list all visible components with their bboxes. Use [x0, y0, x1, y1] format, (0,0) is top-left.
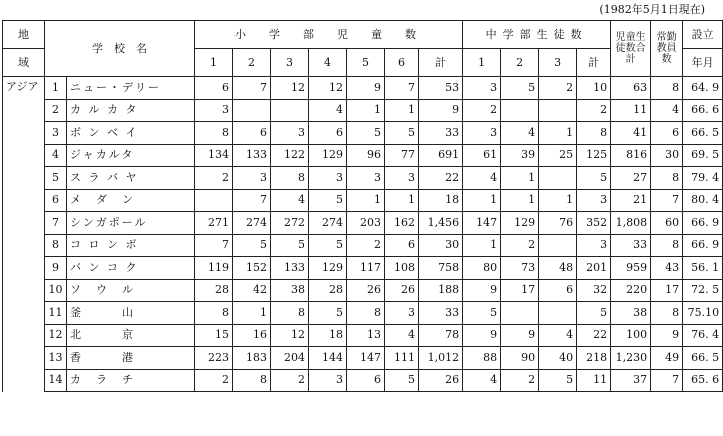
- elem-grade-2: 2: [233, 49, 271, 77]
- jr-grade-cell: 90: [501, 347, 539, 370]
- elem-grade-1: 1: [195, 49, 233, 77]
- elem-grade-3: 3: [271, 49, 309, 77]
- elem-grade-cell: 4: [385, 324, 419, 347]
- jr-total: 計: [577, 49, 611, 77]
- table-row: [3, 234, 723, 257]
- elem-grade-cell: 3: [233, 167, 271, 190]
- elem-grade-cell: 12: [271, 324, 309, 347]
- jr-grade-cell: [539, 99, 577, 122]
- elem-grade-cell: 12: [309, 77, 347, 100]
- row-number: 8: [45, 234, 67, 257]
- school-name: ジャカルタ: [67, 144, 195, 167]
- row-number: 3: [45, 122, 67, 145]
- founded-cell: 64. 9: [683, 77, 723, 100]
- elem-grade-cell: 183: [233, 347, 271, 370]
- elem-grade-cell: 12: [271, 77, 309, 100]
- elem-total-cell: 78: [419, 324, 463, 347]
- elem-grade-cell: 2: [347, 234, 385, 257]
- total-students-cell: 41: [611, 122, 651, 145]
- elem-total-cell: 33: [419, 122, 463, 145]
- elem-grade-cell: 8: [347, 302, 385, 325]
- teachers-cell: 49: [651, 347, 683, 370]
- school-statistics-table: [2, 20, 723, 392]
- elem-grade-cell: 162: [385, 212, 419, 235]
- elem-grade-cell: 274: [233, 212, 271, 235]
- jr-grade-cell: 9: [501, 324, 539, 347]
- table-row: [3, 257, 723, 280]
- elem-grade-cell: 108: [385, 257, 419, 280]
- teachers-cell: 8: [651, 77, 683, 100]
- junior-header: 中学部生徒数: [463, 21, 611, 49]
- elem-grade-cell: 5: [309, 234, 347, 257]
- elem-grade-cell: 134: [195, 144, 233, 167]
- jr-grade-cell: 147: [463, 212, 501, 235]
- elem-grade-cell: [271, 99, 309, 122]
- elem-total-cell: 18: [419, 189, 463, 212]
- table-row: [3, 302, 723, 325]
- elem-grade-cell: 5: [385, 369, 419, 392]
- table-row: [3, 212, 723, 235]
- jr-grade-cell: [501, 99, 539, 122]
- total-students-cell: 38: [611, 302, 651, 325]
- elem-grade-cell: 5: [385, 122, 419, 145]
- jr-grade-3: 3: [539, 49, 577, 77]
- elem-total-cell: 30: [419, 234, 463, 257]
- row-number: 5: [45, 167, 67, 190]
- elem-grade-cell: 3: [385, 302, 419, 325]
- elem-grade-cell: 3: [271, 122, 309, 145]
- founded-cell: 66. 5: [683, 122, 723, 145]
- elem-grade-cell: 129: [309, 257, 347, 280]
- teachers-cell: 30: [651, 144, 683, 167]
- teachers-cell: 9: [651, 324, 683, 347]
- elem-total-cell: 9: [419, 99, 463, 122]
- jr-grade-cell: 88: [463, 347, 501, 370]
- jr-grade-cell: 1: [539, 122, 577, 145]
- teachers-cell: 6: [651, 122, 683, 145]
- school-name: ス ラ バ ヤ: [67, 167, 195, 190]
- elem-grade-cell: [233, 99, 271, 122]
- table-row: [3, 189, 723, 212]
- founded-cell: 66. 9: [683, 234, 723, 257]
- founded-cell: 79. 4: [683, 167, 723, 190]
- founded-cell: 80. 4: [683, 189, 723, 212]
- elem-grade-cell: 133: [233, 144, 271, 167]
- elem-total-cell: 53: [419, 77, 463, 100]
- jr-grade-cell: 3: [463, 77, 501, 100]
- elem-grade-cell: 96: [347, 144, 385, 167]
- jr-grade-cell: 5: [501, 77, 539, 100]
- table-row: [3, 369, 723, 392]
- founded-header-bottom: 年月: [683, 49, 723, 77]
- table-row: [3, 122, 723, 145]
- jr-grade-cell: 25: [539, 144, 577, 167]
- elem-grade-cell: 77: [385, 144, 419, 167]
- elem-grade-cell: 13: [347, 324, 385, 347]
- row-number: 9: [45, 257, 67, 280]
- elem-grade-cell: 147: [347, 347, 385, 370]
- elem-grade-cell: 129: [309, 144, 347, 167]
- school-name: バ ン コ ク: [67, 257, 195, 280]
- jr-grade-cell: 73: [501, 257, 539, 280]
- total-students-header: 児童生徒数合計: [611, 21, 651, 77]
- jr-total-cell: 5: [577, 302, 611, 325]
- table-row: [3, 167, 723, 190]
- elem-grade-cell: 28: [195, 279, 233, 302]
- teachers-cell: 43: [651, 257, 683, 280]
- elem-grade-cell: 3: [309, 167, 347, 190]
- elem-grade-cell: 152: [233, 257, 271, 280]
- school-name: カ ラ チ: [67, 369, 195, 392]
- elem-grade-cell: 272: [271, 212, 309, 235]
- jr-grade-cell: 2: [501, 369, 539, 392]
- elem-total: 計: [419, 49, 463, 77]
- elem-grade-5: 5: [347, 49, 385, 77]
- founded-cell: 65. 6: [683, 369, 723, 392]
- elem-grade-cell: 223: [195, 347, 233, 370]
- elem-grade-cell: 133: [271, 257, 309, 280]
- jr-grade-1: 1: [463, 49, 501, 77]
- elem-grade-cell: 7: [233, 189, 271, 212]
- elem-grade-cell: 3: [309, 369, 347, 392]
- row-number: 1: [45, 77, 67, 100]
- elem-grade-cell: 5: [309, 189, 347, 212]
- founded-cell: 72. 5: [683, 279, 723, 302]
- row-number: 14: [45, 369, 67, 392]
- elem-grade-cell: 38: [271, 279, 309, 302]
- elem-grade-cell: 2: [195, 167, 233, 190]
- jr-grade-cell: 61: [463, 144, 501, 167]
- jr-grade-cell: 4: [463, 167, 501, 190]
- total-students-cell: 1,808: [611, 212, 651, 235]
- founded-cell: 69. 5: [683, 144, 723, 167]
- elem-grade-cell: 3: [385, 167, 419, 190]
- jr-total-cell: 5: [577, 167, 611, 190]
- elem-grade-cell: 119: [195, 257, 233, 280]
- founded-cell: 75.10: [683, 302, 723, 325]
- row-number: 6: [45, 189, 67, 212]
- jr-grade-cell: 48: [539, 257, 577, 280]
- row-number: 7: [45, 212, 67, 235]
- jr-grade-cell: 129: [501, 212, 539, 235]
- elem-grade-cell: 18: [309, 324, 347, 347]
- jr-total-cell: 3: [577, 234, 611, 257]
- table-row: [3, 324, 723, 347]
- elem-grade-cell: 7: [233, 77, 271, 100]
- jr-grade-cell: 4: [463, 369, 501, 392]
- region-header: 地: [3, 21, 45, 49]
- jr-grade-cell: 80: [463, 257, 501, 280]
- jr-grade-cell: 5: [463, 302, 501, 325]
- row-number: 12: [45, 324, 67, 347]
- jr-grade-cell: [539, 167, 577, 190]
- jr-grade-cell: 1: [539, 189, 577, 212]
- school-name: 北 京: [67, 324, 195, 347]
- jr-grade-2: 2: [501, 49, 539, 77]
- school-name: シンガポール: [67, 212, 195, 235]
- elem-total-cell: 758: [419, 257, 463, 280]
- elem-total-cell: 22: [419, 167, 463, 190]
- total-students-cell: 220: [611, 279, 651, 302]
- total-students-cell: 63: [611, 77, 651, 100]
- school-name: ボ ン ベ イ: [67, 122, 195, 145]
- total-students-cell: 1,230: [611, 347, 651, 370]
- elem-grade-cell: 8: [195, 302, 233, 325]
- founded-cell: 66. 9: [683, 212, 723, 235]
- elem-total-cell: 1,456: [419, 212, 463, 235]
- elem-grade-cell: 4: [271, 189, 309, 212]
- table-row: [3, 347, 723, 370]
- school-name: ニュー・デリー: [67, 77, 195, 100]
- teachers-cell: 17: [651, 279, 683, 302]
- founded-header: 設立: [683, 21, 723, 49]
- school-name: コ ロ ン ボ: [67, 234, 195, 257]
- jr-total-cell: 352: [577, 212, 611, 235]
- total-students-cell: 27: [611, 167, 651, 190]
- elem-grade-cell: 4: [309, 99, 347, 122]
- jr-grade-cell: 2: [501, 234, 539, 257]
- elem-grade-cell: 8: [271, 302, 309, 325]
- elem-grade-cell: 1: [385, 99, 419, 122]
- jr-grade-cell: 2: [539, 77, 577, 100]
- elem-grade-cell: 1: [233, 302, 271, 325]
- jr-total-cell: 2: [577, 99, 611, 122]
- elem-total-cell: 33: [419, 302, 463, 325]
- elem-grade-cell: 5: [233, 234, 271, 257]
- table-row: [3, 77, 723, 100]
- elem-grade-4: 4: [309, 49, 347, 77]
- teachers-cell: 8: [651, 167, 683, 190]
- elem-grade-cell: 8: [195, 122, 233, 145]
- row-number: 4: [45, 144, 67, 167]
- elem-grade-cell: 3: [195, 99, 233, 122]
- school-name-header: 学 校 名: [45, 21, 195, 77]
- jr-grade-cell: [539, 234, 577, 257]
- table-body: [3, 77, 723, 392]
- jr-grade-cell: 1: [501, 189, 539, 212]
- row-number: 11: [45, 302, 67, 325]
- elem-grade-6: 6: [385, 49, 419, 77]
- teachers-cell: 7: [651, 189, 683, 212]
- jr-grade-cell: [539, 302, 577, 325]
- elem-grade-cell: 2: [271, 369, 309, 392]
- jr-total-cell: 10: [577, 77, 611, 100]
- elem-grade-cell: 8: [233, 369, 271, 392]
- elem-grade-cell: 5: [271, 234, 309, 257]
- elem-total-cell: 691: [419, 144, 463, 167]
- elem-grade-cell: 3: [347, 167, 385, 190]
- teachers-cell: 8: [651, 234, 683, 257]
- school-name: 香 港: [67, 347, 195, 370]
- teachers-cell: 7: [651, 369, 683, 392]
- elem-grade-cell: 6: [385, 234, 419, 257]
- teachers-cell: 8: [651, 302, 683, 325]
- founded-cell: 66. 5: [683, 347, 723, 370]
- elem-grade-cell: 6: [233, 122, 271, 145]
- elem-grade-cell: 274: [309, 212, 347, 235]
- jr-grade-cell: 17: [501, 279, 539, 302]
- jr-grade-cell: 76: [539, 212, 577, 235]
- elem-grade-cell: 5: [347, 122, 385, 145]
- jr-total-cell: 3: [577, 189, 611, 212]
- elem-grade-cell: 144: [309, 347, 347, 370]
- table-row: [3, 144, 723, 167]
- elem-grade-cell: 1: [385, 189, 419, 212]
- jr-total-cell: 11: [577, 369, 611, 392]
- total-students-cell: 33: [611, 234, 651, 257]
- elem-grade-cell: 16: [233, 324, 271, 347]
- elem-grade-cell: 42: [233, 279, 271, 302]
- total-students-cell: 37: [611, 369, 651, 392]
- jr-total-cell: 218: [577, 347, 611, 370]
- elem-grade-cell: 15: [195, 324, 233, 347]
- jr-grade-cell: 4: [539, 324, 577, 347]
- date-note: (1982年5月1日現在): [599, 3, 705, 16]
- row-number: 13: [45, 347, 67, 370]
- jr-grade-cell: 1: [463, 234, 501, 257]
- jr-total-cell: 201: [577, 257, 611, 280]
- elem-grade-cell: 7: [195, 234, 233, 257]
- elem-grade-cell: 117: [347, 257, 385, 280]
- elem-grade-cell: 26: [347, 279, 385, 302]
- founded-cell: 66. 6: [683, 99, 723, 122]
- total-students-cell: 100: [611, 324, 651, 347]
- region-header-bottom: 域: [3, 49, 45, 77]
- region-cell: アジア: [3, 77, 45, 392]
- jr-total-cell: 125: [577, 144, 611, 167]
- teachers-cell: 60: [651, 212, 683, 235]
- jr-grade-cell: 40: [539, 347, 577, 370]
- elem-grade-cell: 122: [271, 144, 309, 167]
- jr-total-cell: 32: [577, 279, 611, 302]
- school-name: カ ル カ タ: [67, 99, 195, 122]
- elem-total-cell: 188: [419, 279, 463, 302]
- elem-grade-cell: 1: [347, 189, 385, 212]
- jr-grade-cell: 4: [501, 122, 539, 145]
- elem-grade-cell: 203: [347, 212, 385, 235]
- elem-grade-cell: 111: [385, 347, 419, 370]
- elem-grade-cell: 8: [271, 167, 309, 190]
- elementary-header: 小 学 部 児 童 数: [195, 21, 463, 49]
- table-row: [3, 99, 723, 122]
- elem-grade-cell: 2: [195, 369, 233, 392]
- total-students-cell: 816: [611, 144, 651, 167]
- row-number: 2: [45, 99, 67, 122]
- elem-grade-cell: 271: [195, 212, 233, 235]
- elem-grade-cell: [195, 189, 233, 212]
- jr-grade-cell: [501, 302, 539, 325]
- elem-grade-cell: 26: [385, 279, 419, 302]
- elem-grade-cell: 6: [309, 122, 347, 145]
- elem-grade-cell: 5: [309, 302, 347, 325]
- jr-grade-cell: 9: [463, 279, 501, 302]
- elem-grade-cell: 6: [347, 369, 385, 392]
- jr-grade-cell: 1: [463, 189, 501, 212]
- elem-grade-cell: 6: [195, 77, 233, 100]
- elem-grade-cell: 28: [309, 279, 347, 302]
- row-number: 10: [45, 279, 67, 302]
- elem-grade-cell: 9: [347, 77, 385, 100]
- school-name: メ ダ ン: [67, 189, 195, 212]
- school-name: ソ ウ ル: [67, 279, 195, 302]
- jr-grade-cell: 3: [463, 122, 501, 145]
- jr-total-cell: 8: [577, 122, 611, 145]
- founded-cell: 56. 1: [683, 257, 723, 280]
- elem-total-cell: 26: [419, 369, 463, 392]
- total-students-cell: 21: [611, 189, 651, 212]
- elem-grade-cell: 7: [385, 77, 419, 100]
- elem-total-cell: 1,012: [419, 347, 463, 370]
- jr-grade-cell: 6: [539, 279, 577, 302]
- school-name: 釜 山: [67, 302, 195, 325]
- table-row: [3, 279, 723, 302]
- jr-grade-cell: 1: [501, 167, 539, 190]
- jr-grade-cell: 9: [463, 324, 501, 347]
- elem-grade-cell: 204: [271, 347, 309, 370]
- teachers-cell: 4: [651, 99, 683, 122]
- jr-grade-cell: 2: [463, 99, 501, 122]
- founded-cell: 76. 4: [683, 324, 723, 347]
- jr-grade-cell: 39: [501, 144, 539, 167]
- jr-grade-cell: 5: [539, 369, 577, 392]
- jr-total-cell: 22: [577, 324, 611, 347]
- total-students-cell: 11: [611, 99, 651, 122]
- total-students-cell: 959: [611, 257, 651, 280]
- teachers-header: 常勤教員数: [651, 21, 683, 77]
- elem-grade-cell: 1: [347, 99, 385, 122]
